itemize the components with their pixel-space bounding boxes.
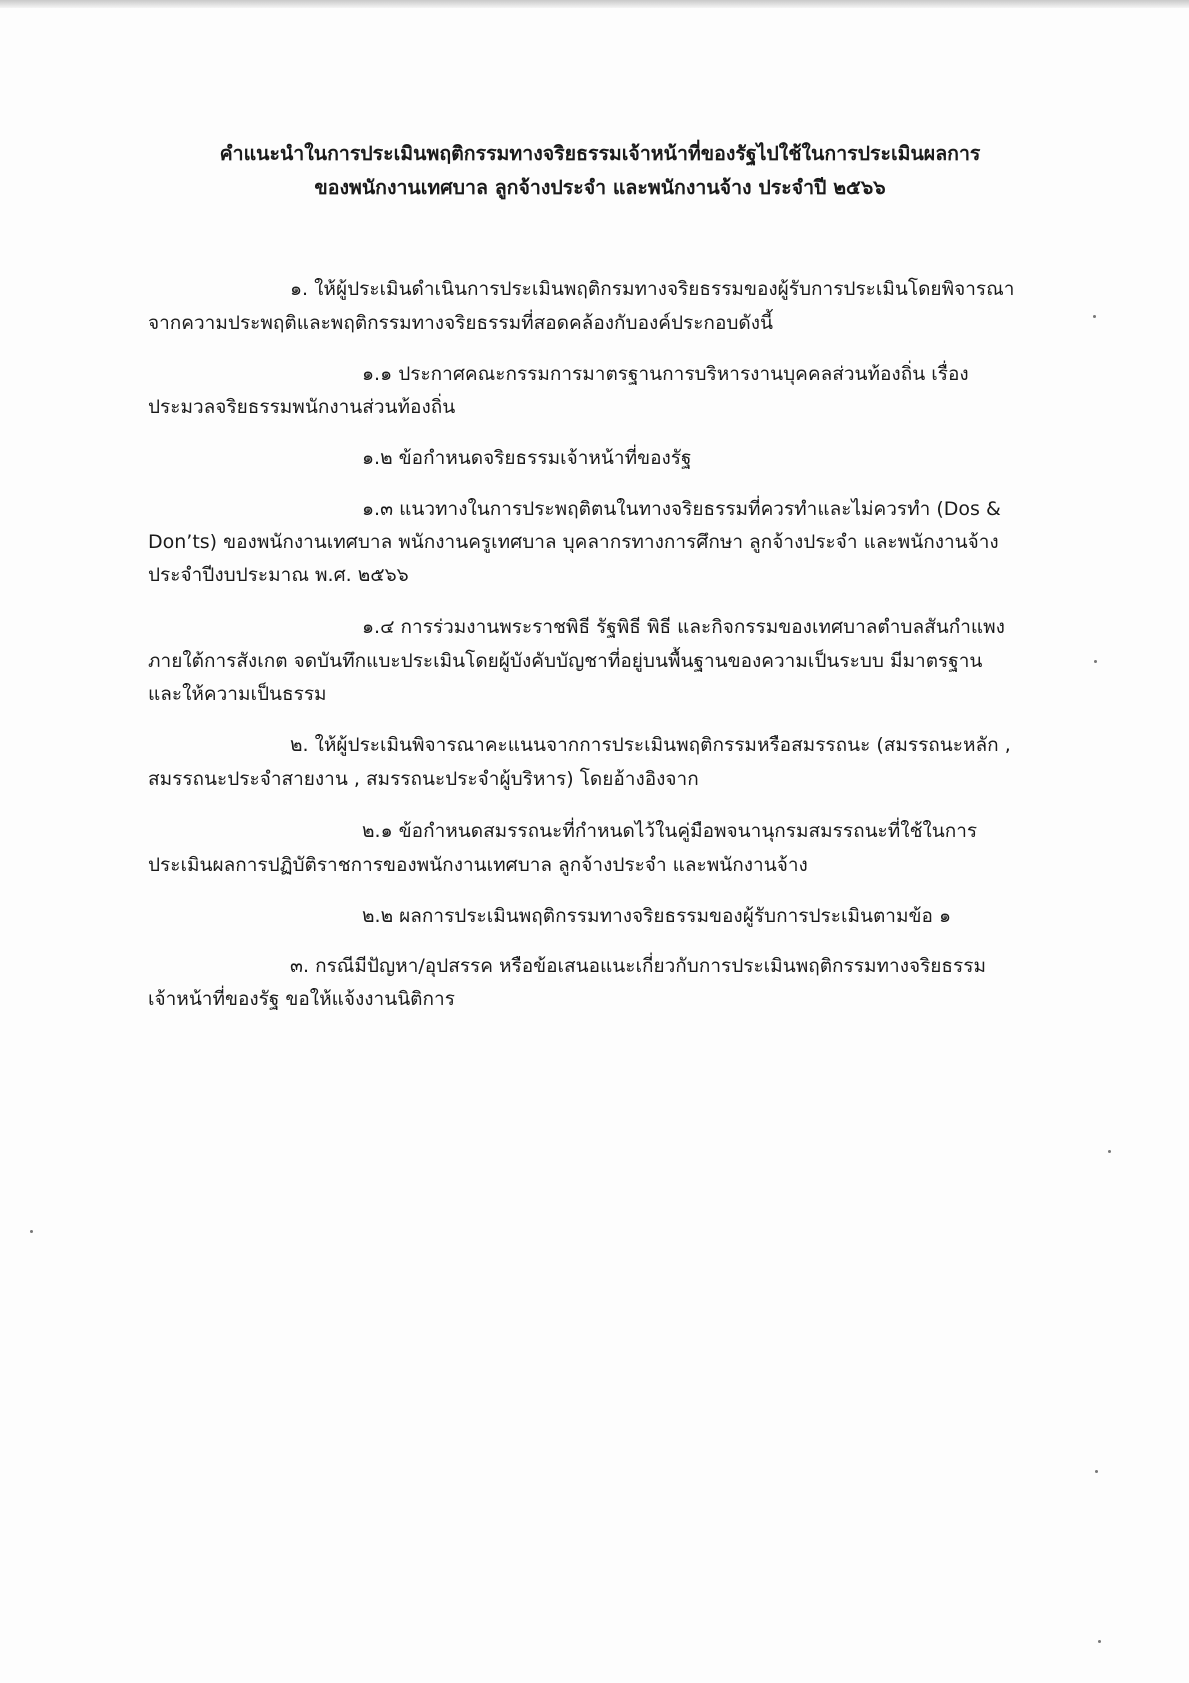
item-1-line-2: จากความประพฤติและพฤติกรรมทางจริยธรรมที่สอดคล้องกับองค์ประกอบดังนี้ [148,312,774,334]
item-1-4-line-3: และให้ความเป็นธรรม [148,683,327,705]
scan-speck [1098,1640,1101,1643]
scan-speck [1095,1470,1098,1473]
document-title-line-2: ของพนักงานเทศบาล ลูกจ้างประจำ และพนักงานจ้าง ประจำปี ๒๕๖๖ [314,176,886,199]
item-2-1-line-1: ๒.๑ ข้อกำหนดสมรรถนะที่กำหนดไว้ในคู่มือพจนานุกรมสมรรถนะที่ใช้ในการ [362,820,978,842]
scan-speck [1108,1150,1111,1153]
item-1-2: ๑.๒ ข้อกำหนดจริยธรรมเจ้าหน้าที่ของรัฐ [362,447,692,469]
item-1-3-line-2: Don’ts) ของพนักงานเทศบาล พนักงานครูเทศบาล บุคลากรทางการศึกษา ลูกจ้างประจำ และพนักงานจ้าง [148,531,999,553]
item-2-line-1: ๒. ให้ผู้ประเมินพิจารณาคะแนนจากการประเมินพฤติกรรมหรือสมรรถนะ (สมรรถนะหลัก , [290,734,1011,756]
item-3-line-2: เจ้าหน้าที่ของรัฐ ขอให้แจ้งงานนิติการ [148,988,455,1010]
document-title-line-1: คำแนะนำในการประเมินพฤติกรรมทางจริยธรรมเจ้าหน้าที่ของรัฐไปใช้ในการประเมินผลการ [219,142,981,165]
scan-speck [30,1230,33,1233]
item-1-3-line-1: ๑.๓ แนวทางในการประพฤติตนในทางจริยธรรมที่ควรทำและไม่ควรทำ (Dos & [362,498,1001,520]
item-1-line-1: ๑. ให้ผู้ประเมินดำเนินการประเมินพฤติกรมทางจริยธรรมของผู้รับการประเมินโดยพิจารณา [290,278,1015,300]
item-2-1-line-2: ประเมินผลการปฏิบัติราชการของพนักงานเทศบาล ลูกจ้างประจำ และพนักงานจ้าง [148,854,808,876]
scan-edge [0,0,1189,8]
item-1-3-line-3: ประจำปีงบประมาณ พ.ศ. ๒๕๖๖ [148,564,409,586]
item-1-1-line-1: ๑.๑ ประกาศคณะกรรมการมาตรฐานการบริหารงานบุคคลส่วนท้องถิ่น เรื่อง [362,363,969,385]
item-1-1-line-2: ประมวลจริยธรรมพนักงานส่วนท้องถิ่น [148,396,456,418]
item-1-4-line-2: ภายใต้การสังเกต จดบันทึกแบะประเมินโดยผู้บังคับบัญชาที่อยู่บนพื้นฐานของความเป็นระบบ มีมาตรฐาน [148,650,983,672]
item-2-2: ๒.๒ ผลการประเมินพฤติกรรมทางจริยธรรมของผู้รับการประเมินตามข้อ ๑ [362,905,951,927]
item-2-line-2: สมรรถนะประจำสายงาน , สมรรถนะประจำผู้บริหาร) โดยอ้างอิงจาก [148,768,699,790]
item-1-4-line-1: ๑.๔ การร่วมงานพระราชพิธี รัฐพิธี พิธี และกิจกรรมของเทศบาลตำบลสันกำแพง [362,616,1005,638]
scan-speck [1093,315,1096,318]
item-3-line-1: ๓. กรณีมีปัญหา/อุปสรรค หรือข้อเสนอแนะเกี่ยวกับการประเมินพฤติกรรมทางจริยธรรม [290,955,986,977]
scan-speck [1094,660,1097,663]
